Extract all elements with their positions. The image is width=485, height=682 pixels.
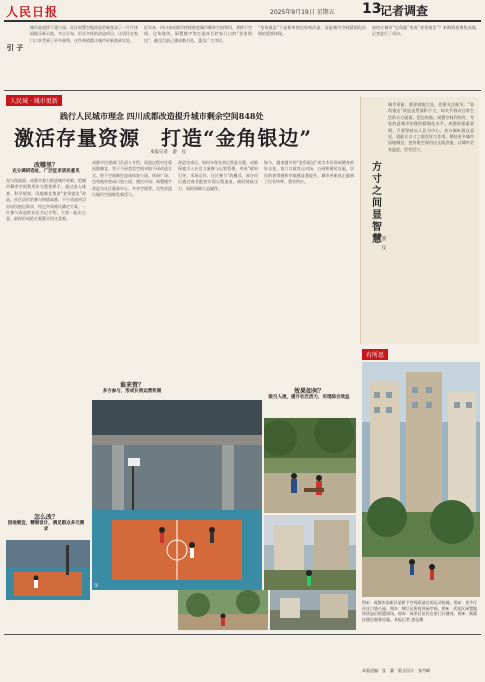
subhead-2-desc: 因地制宜，精细设计，满足群众多元需求 [7, 521, 85, 532]
intro-column-2: 近年来，四川省成都市持续推进城市剩余空间利用，将桥下空间、边角地块、闲置楼宇等打造成百姓家门口的“金角银边”，截至目前已建成数百处，惠及广大市民。 [144, 25, 252, 43]
page-number: 13 [362, 1, 382, 17]
newspaper-logo: 人民日报 [6, 5, 59, 19]
photo-1-number: ① [94, 583, 99, 589]
photo-right-large [362, 362, 480, 597]
sidebar-author: 游 仪 [381, 236, 386, 250]
intro-column-4: 如何让城市“边角地”变成“金角银边”？本期调查聚焦成都，记者进行了采访。 [372, 25, 480, 37]
byline: 本报记者 游 仪 [150, 150, 186, 155]
section-title: 记者调查 [380, 4, 429, 18]
intro-column-1: 城市高架桥下建公园，社区闲置空地改造更新变成了一片片休闲娱乐新天地，多点分布、形式多样的改造项目，让居民在家门口享受到了更多便利。这些举措都让城市更新落到实处。 [30, 25, 138, 43]
intro-column-3: “金角银边”不是简单的边角料改造，而是城市空间精细化治理的重要体现。 [258, 25, 366, 37]
sidebar-text: 城市更新，既要着眼大处，也要关注细节。“金角银边”改造虽然面积不大，却关乎群众日常生活的方方面面。把边角地、闲置空间利用好，考验的是城市治理的精细化水平。成都的探索表明，只要坚持以人民为中心，充分倾听群众意见，就能让方寸之地发挥大作用。期待更多城市因地制宜，把有限空间用出无限价值，让城市更有温度、更有活力。 [388, 102, 474, 152]
photo-6 [270, 590, 356, 630]
subhead-3: 谁来管？ [119, 382, 144, 389]
section-tag: 人民城 · 城市更新 [6, 95, 62, 106]
issue-date: 2025年9月19日 星期五 [270, 9, 335, 16]
body-column-1: 在川西高原，成都市着力推进城市更新，把城市剩余空间利用作为重要抓手。通过深入排查、科学规划，因地制宜推进“金角银边”改造。社区居民的参与热情高涨，不少改造项目由居民提出需求，经过共同商议确定方案。一位参与改造的社区书记介绍，大家一起出主意，最终形成的方案既实用又美观。 [6, 178, 86, 222]
photo-4 [6, 540, 90, 600]
subhead-4: 效果如何？ [293, 388, 324, 395]
photo-captions: 图①：成都市高新区某桥下空间改造后的运动场地。图②：金牛区社区口袋公园。图③：锦江区街角休闲空间。图④：武侯区闲置地块改造后的篮球场。图⑤：成华区居民在家门口健身。图⑥：新都区便民服务设施。本报记者 游仪摄 [362, 600, 478, 622]
red-section-tag: 有所思 [362, 349, 388, 360]
subhead-2: 怎么改？ [33, 514, 58, 521]
body-column-2: 成都市住建部门负责人介绍，改造过程中注重因地制宜，对于不同类型空间采取不同改造方式。桥下空间被打造成体育公园、休闲广场；边角地块变成口袋公园、便民市场；闲置楼宇改造为社区服务中心、共享空间等。这些改造让城市空间焕发新活力。 [92, 160, 172, 198]
subhead-1: 改哪里？ [33, 162, 58, 169]
photo-1 [92, 400, 262, 590]
photo-3 [264, 515, 356, 590]
photo-2 [264, 418, 356, 513]
intro-label: 引 子 [6, 43, 24, 52]
header-rule [4, 20, 481, 22]
kicker: 践行人民城市理念 四川成都改造提升城市剩余空间848处 [60, 111, 264, 121]
sidebar-title: 方寸之间显智慧 [372, 162, 382, 245]
body-column-4: 如今，越来越多的“金角银边”成为市民休闲健身的好去处。家门口就有运动场、公园和便民设施，居民的获得感和幸福感显著提升。城市更新真正做到了民有所呼、我有所应。 [264, 160, 354, 185]
intro-rule [4, 90, 481, 91]
body-column-3: 改造完成后，如何实现长效运营是关键。成都探索引入社会力量参与运营管理，形成“政府引导、市场运作、社区参与”的模式。部分项目通过商业配套实现自我造血，减轻财政压力，同时保障公益属性。 [178, 160, 258, 191]
subhead-3-desc: 多方参与，形成长效运营机制 [102, 389, 162, 394]
photo-5 [178, 590, 268, 630]
headline: 激活存量资源 打造“金角银边” [14, 126, 313, 150]
editor-credit: 本版责编：张 翼 版式设计：张丹峰 [362, 668, 430, 673]
subhead-4-desc: 吸引人流，提升社区活力，实现综合效益 [268, 395, 350, 400]
subhead-1-desc: 充分调研选址，广泛征求居民意见 [12, 169, 80, 174]
